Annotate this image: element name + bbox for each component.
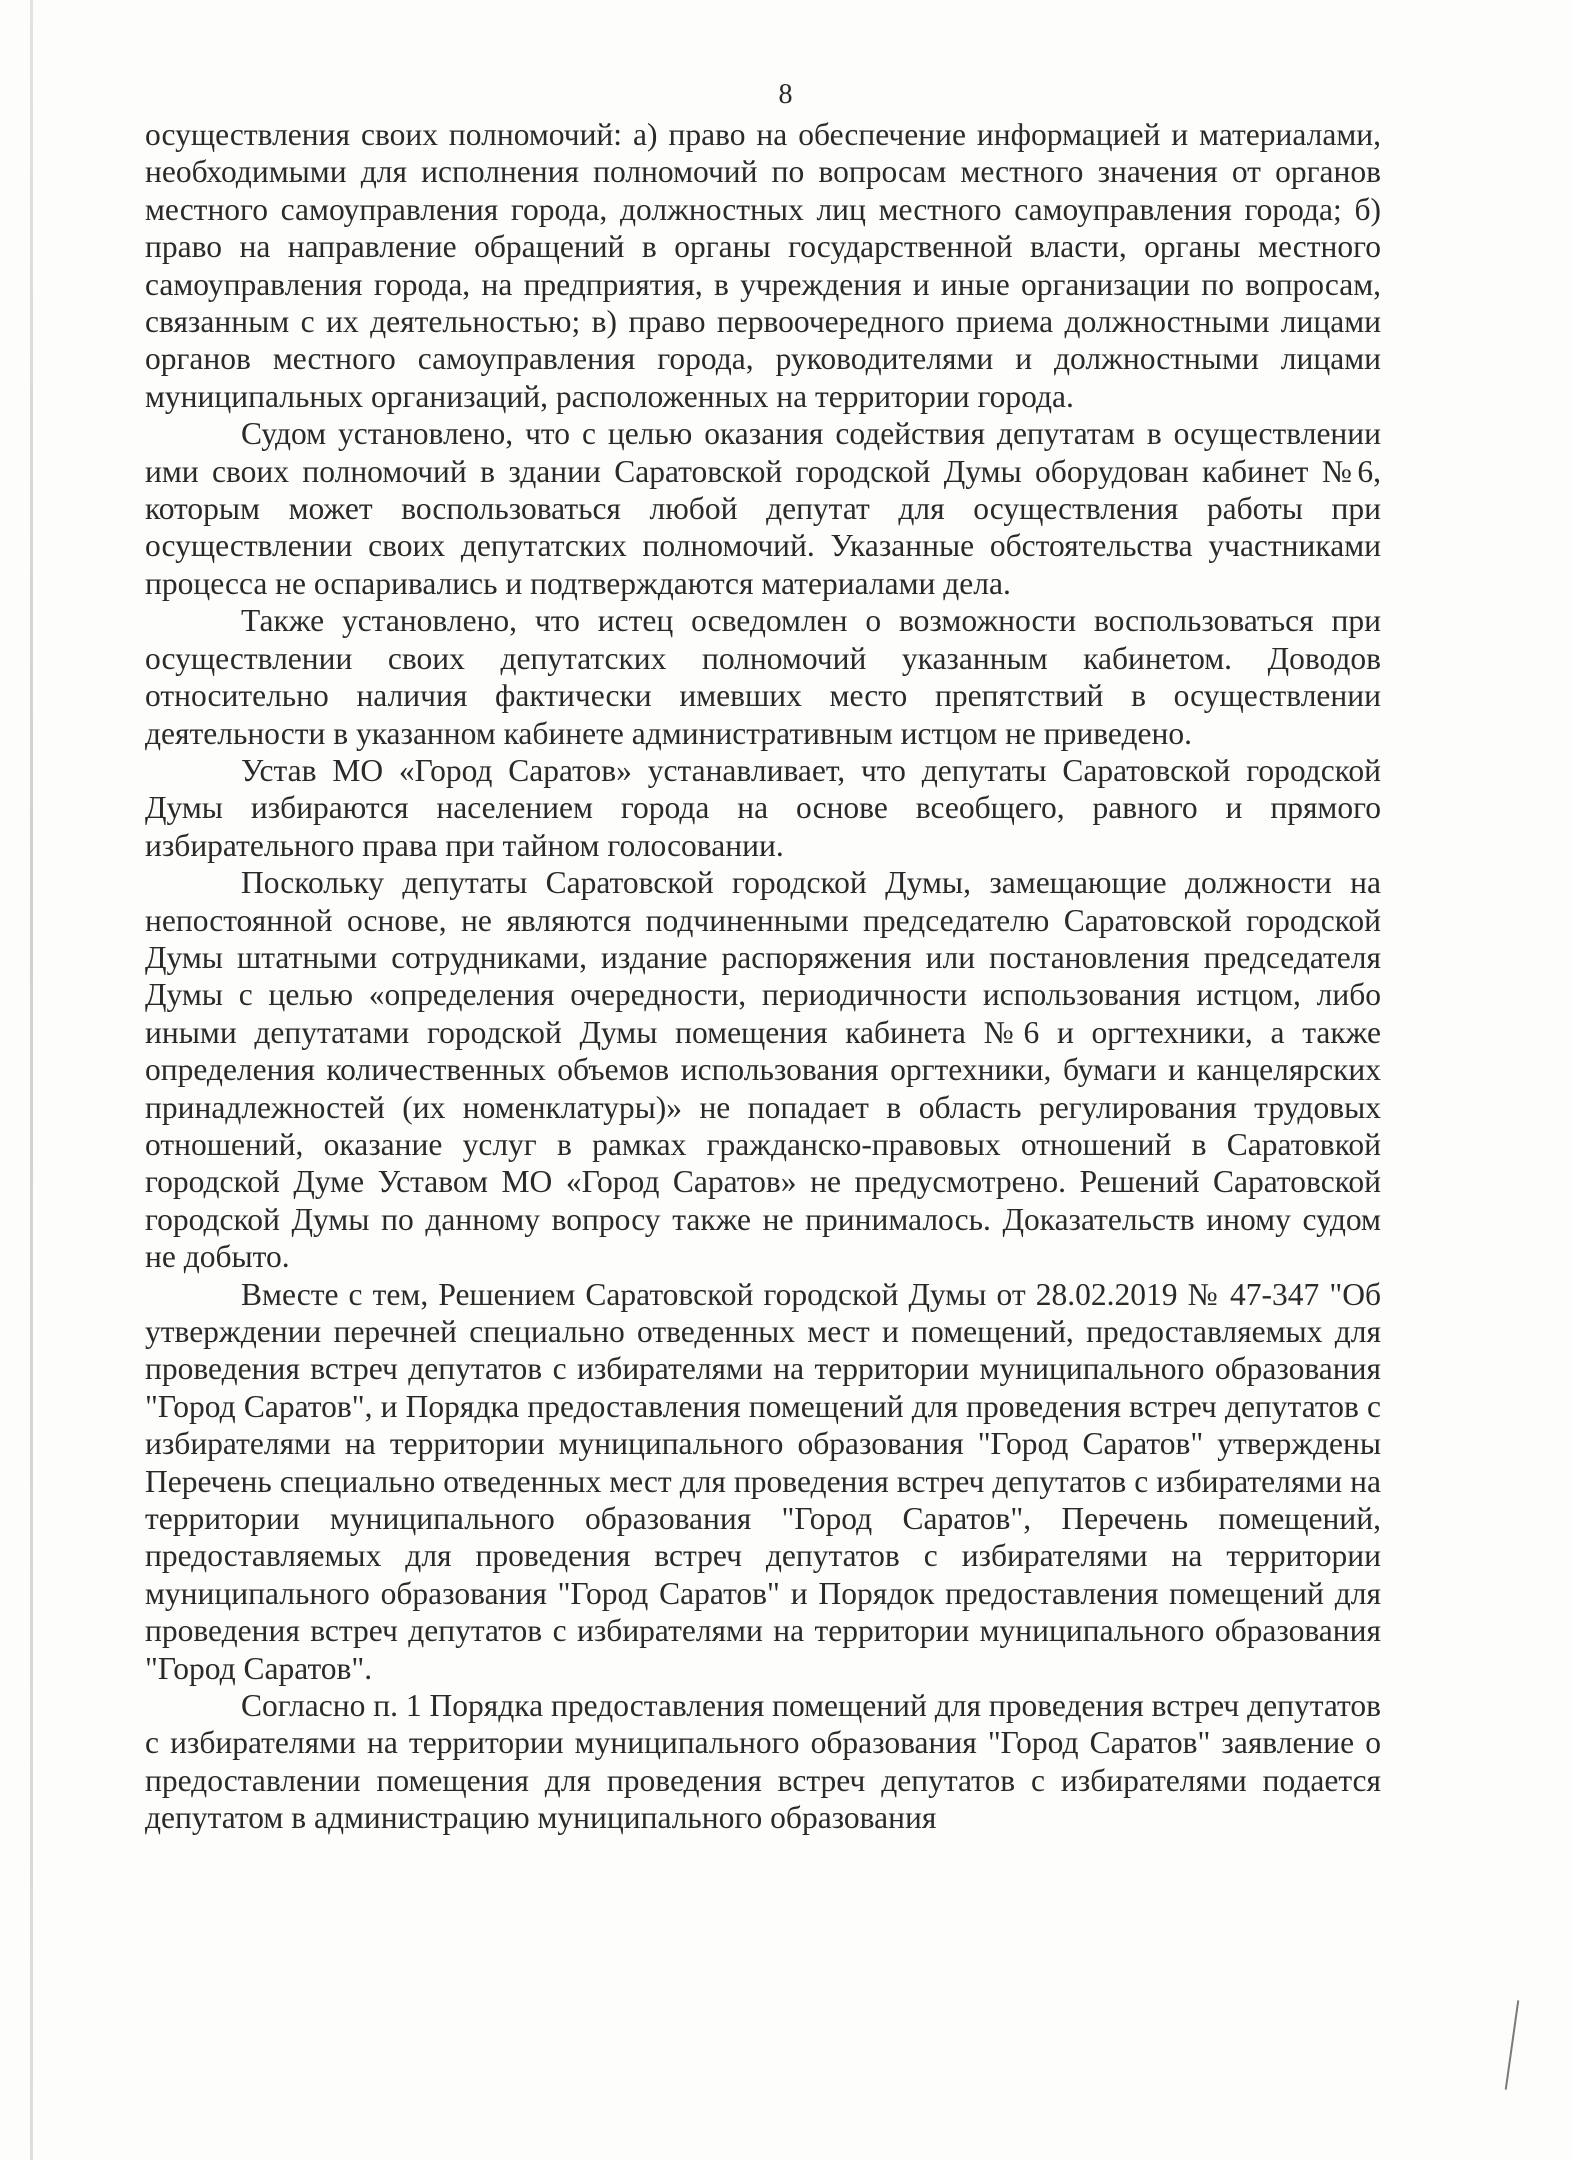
paragraph-2: Судом установлено, что с целью оказания содействия депутатам в осуществлении ими своих полномочий в здании Саратовской городской Думы оборудован кабинет №6, которым может воспользоваться любой депутат для осуществления работы при осуществлении своих депутатских полномочий. Указанные обстоятельства участниками процесса не оспаривались и подтверждаются материалами дела. [145,416,1381,601]
scan-edge [30,0,33,2160]
paragraph-3: Также установлено, что истец осведомлен о возможности воспользоваться при осуществлении своих депутатских полномочий указанным кабинетом. Доводов относительно наличия фактически имевших место препятствий в осуществлении деятельности в указанном кабинете административным истцом не приведено. [145,603,1381,751]
paragraph-5: Поскольку депутаты Саратовской городской Думы, замещающие должности на непостоянной основе, не являются подчиненными председателю Саратовской городской Думы штатными сотрудниками, издание распоряжения или постановления председателя Думы с целью «определения очередности, периодичности использования истцом, либо иными депутатами городской Думы помещения кабинета №6 и оргтехники, а также определения количественных объемов использования оргтехники, бумаги и канцелярских принадлежностей (их номенклатуры)» не попадает в область регулирования трудовых отношений, оказание услуг в рамках гражданско-правовых отношений в Саратовкой городской Думе Уставом МО «Город Саратов» не предусмотрено. Решений Саратовской городской Думы по данному вопросу также не принималось. Доказательств иному судом не добыто. [145,865,1381,1275]
page-number: 8 [778,79,793,110]
document-body [145,116,1381,1837]
pen-mark [1505,2000,1520,2089]
paragraph-6: Вместе с тем, Решением Саратовской городской Думы от 28.02.2019 № 47-347 "Об утверждении перечней специально отведенных мест и помещений, предоставляемых для проведения встреч депутатов с избирателями на территории муниципального образования "Город Саратов", и Порядка предоставления помещений для проведения встреч депутатов с избирателями на территории муниципального образования "Город Саратов" утверждены Перечень специально отведенных мест для проведения встреч депутатов с избирателями на территории муниципального образования "Город Саратов", Перечень помещений, предоставляемых для проведения встреч депутатов с избирателями на территории муниципального образования "Город Саратов" и Порядок предоставления помещений для проведения встреч депутатов с избирателями на территории муниципального образования "Город Саратов". [145,1276,1381,1686]
paragraph-1: осуществления своих полномочий: а) право на обеспечение информацией и материалами, необходимыми для исполнения полномочий по вопросам местного значения от органов местного самоуправления города, должностных лиц местного самоуправления города; б) право на направление обращений в органы государственной власти, органы местного самоуправления города, на предприятия, в учреждения и иные организации по вопросам, связанным с их деятельностью; в) право первоочередного приема должностными лицами органов местного самоуправления города, руководителями и должностными лицами муниципальных организаций, расположенных на территории города. [145,117,1381,414]
paragraph-7: Согласно п. 1 Порядка предоставления помещений для проведения встреч депутатов с избирателями на территории муниципального образования "Город Саратов" заявление о предоставлении помещения для проведения встреч депутатов с избирателями подается депутатом в администрацию муниципального образования [145,1688,1381,1836]
paragraph-4: Устав МО «Город Саратов» устанавливает, что депутаты Саратовской городской Думы избираются населением города на основе всеобщего, равного и прямого избирательного права при тайном голосовании. [145,752,1381,863]
